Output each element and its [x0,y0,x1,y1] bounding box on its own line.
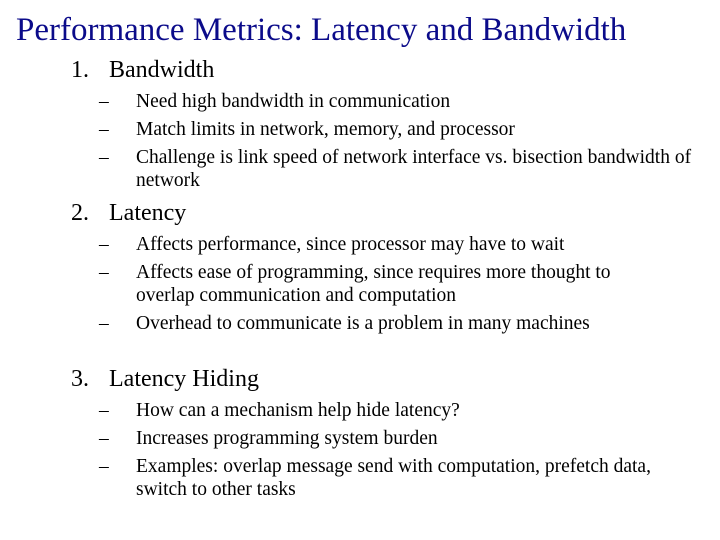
bullet-text: Examples: overlap message send with computation, prefetch data, switch to other tasks [136,456,651,500]
section-latency [0,199,720,335]
bullet-list [0,90,720,192]
bullet-text: How can a mechanism help hide latency? [136,400,460,421]
section-number: 3. [71,366,89,392]
section-label: Latency [109,200,187,226]
list-item [0,118,720,141]
dash-marker: – [99,262,109,283]
dash-marker: – [99,428,109,449]
list-item [0,233,720,256]
section-label: Bandwidth [109,57,215,83]
list-item [0,261,720,307]
list-item [0,455,720,501]
dash-marker: – [99,147,109,168]
bullet-list [0,399,720,501]
dash-marker: – [99,456,109,477]
section-number: 1. [71,57,89,83]
bullet-text: Overhead to communicate is a problem in many machines [136,313,590,334]
section-heading [0,365,720,395]
section-label: Latency Hiding [109,366,259,392]
list-item [0,427,720,450]
dash-marker: – [99,400,109,421]
section-heading [0,199,720,229]
bullet-text: Increases programming system burden [136,428,438,449]
list-item [0,146,720,192]
section-number: 2. [71,200,89,226]
bullet-text: Challenge is link speed of network interface vs. bisection bandwidth of network [136,147,692,191]
section-heading [0,56,720,86]
dash-marker: – [99,234,109,255]
bullet-text: Affects performance, since processor may have to wait [136,234,565,255]
slide-title: Performance Metrics: Latency and Bandwidth [16,12,627,48]
dash-marker: – [99,119,109,140]
list-item [0,312,720,335]
section-bandwidth [0,56,720,192]
list-item [0,90,720,113]
list-item [0,399,720,422]
bullet-text: Match limits in network, memory, and processor [136,119,515,140]
bullet-text: Need high bandwidth in communication [136,91,451,112]
dash-marker: – [99,91,109,112]
bullet-list [0,233,720,335]
bullet-text: Affects ease of programming, since requires more thought to overlap communication and computation [136,262,611,306]
section-latency-hiding [0,365,720,501]
dash-marker: – [99,313,109,334]
